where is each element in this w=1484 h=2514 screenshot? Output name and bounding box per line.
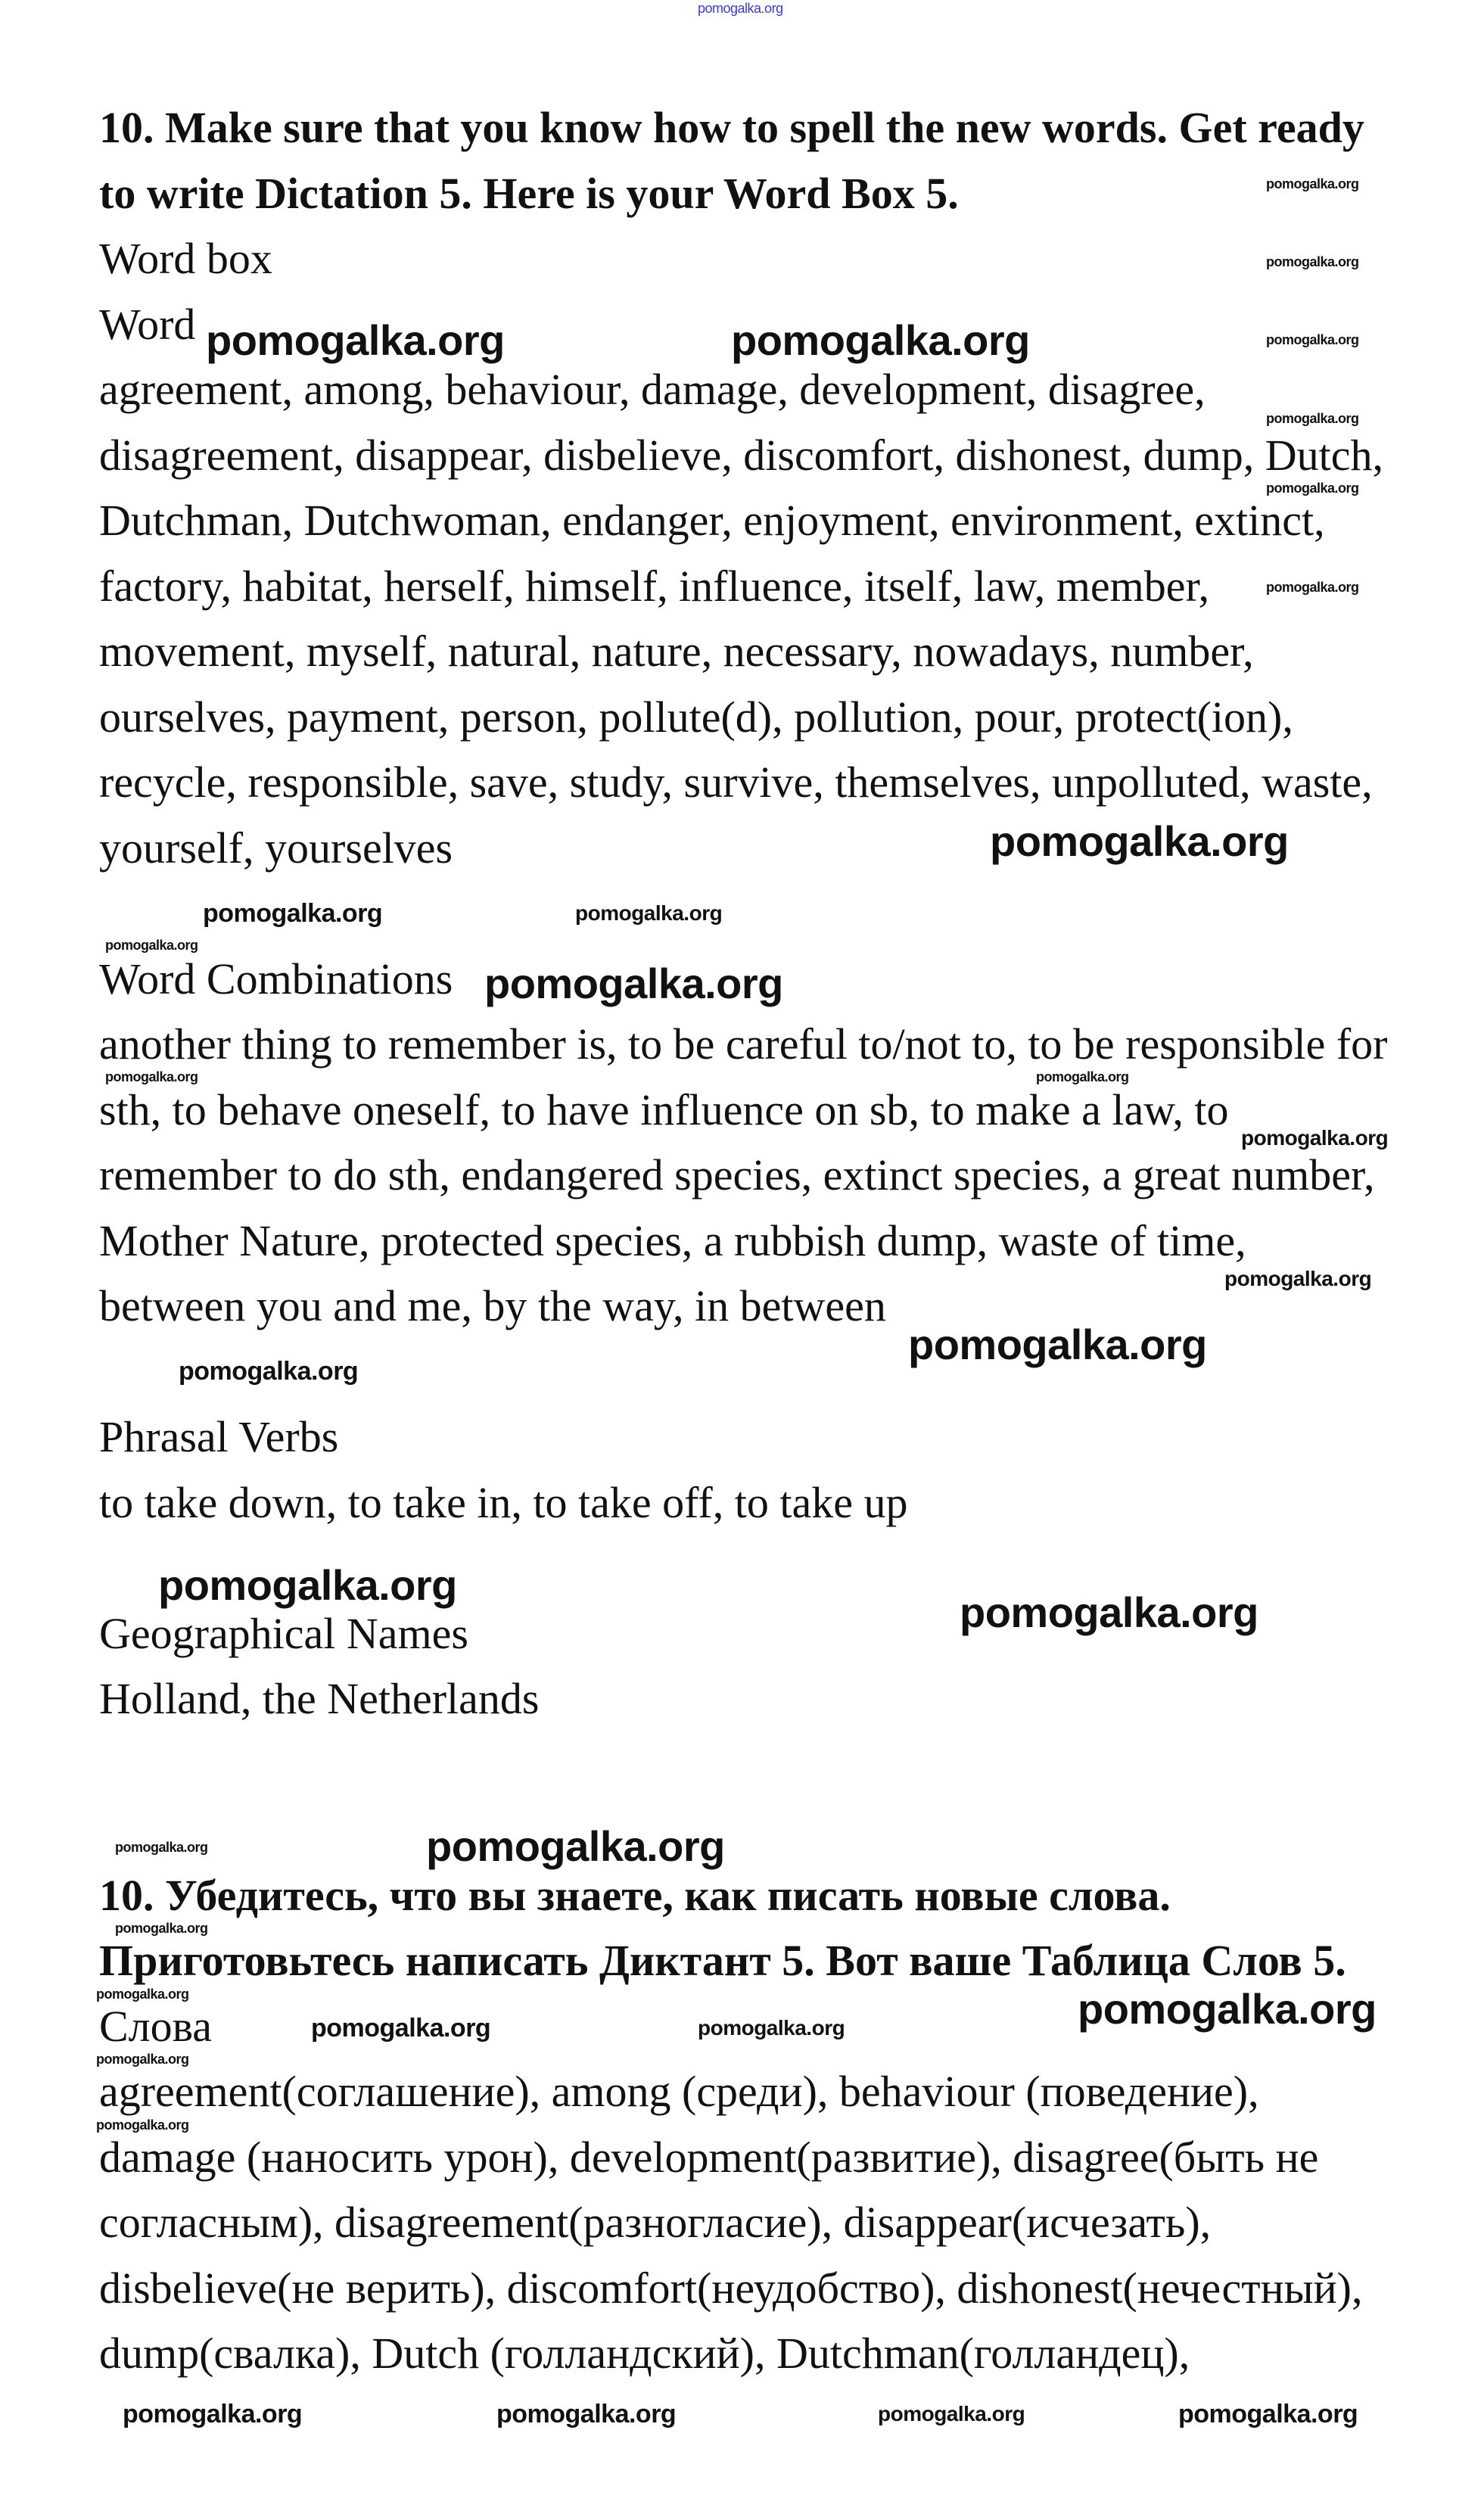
phrasal-verbs-line: to take down, to take in, to take off, to take up	[99, 1477, 908, 1527]
exercise-heading-ru: Приготовьтесь написать Диктант 5. Вот ваше Таблица Слов 5.	[99, 1936, 1346, 1985]
section-label: Geographical Names	[99, 1608, 468, 1658]
watermark: pomogalka.org	[1178, 2400, 1358, 2428]
word-list-line-ru: dump(свалка), Dutch (голландский), Dutchman(голландец),	[99, 2329, 1190, 2378]
watermark: pomogalka.org	[990, 817, 1289, 865]
watermark: pomogalka.org	[1078, 1985, 1377, 2033]
exercise-heading-ru: 10. Убедитесь, что вы знаете, как писать новые слова.	[99, 1870, 1171, 1920]
combinations-line: sth, to behave oneself, to have influence on sb, to make a law, to	[99, 1084, 1229, 1134]
watermark: pomogalka.org	[1224, 1267, 1372, 1290]
watermark: pomogalka.org	[158, 1561, 457, 1609]
watermark: pomogalka.org	[96, 2117, 189, 2133]
section-label: Word Combinations	[99, 954, 453, 1003]
watermark: pomogalka.org	[96, 1987, 189, 2002]
word-list-line: Dutchman, Dutchwoman, endanger, enjoyment, environment, extinct,	[99, 496, 1325, 545]
section-label: Word box	[99, 234, 272, 283]
watermark: pomogalka.org	[698, 2016, 845, 2040]
section-label-ru: Слова	[99, 2001, 212, 2051]
watermark: pomogalka.org	[426, 1822, 725, 1870]
watermark: pomogalka.org	[123, 2400, 303, 2428]
word-list-line: ourselves, payment, person, pollute(d), pollution, pour, protect(ion),	[99, 692, 1293, 742]
exercise-heading: 10. Make sure that you know how to spell the new words. Get ready	[99, 103, 1364, 152]
watermark: pomogalka.org	[908, 1321, 1207, 1368]
exercise-heading: to write Dictation 5. Here is your Word Box 5.	[99, 168, 959, 218]
word-list-line: recycle, responsible, save, study, survive, themselves, unpolluted, waste,	[99, 758, 1373, 807]
word-list-line-ru: agreement(соглашение), among (среди), behaviour (поведение),	[99, 2067, 1259, 2116]
watermark: pomogalka.org	[1266, 580, 1359, 595]
watermark: pomogalka.org	[1241, 1126, 1389, 1150]
watermark: pomogalka.org	[105, 1069, 198, 1084]
watermark: pomogalka.org	[1036, 1069, 1129, 1084]
word-list-line: factory, habitat, herself, himself, influence, itself, law, member,	[99, 561, 1209, 611]
word-list-line-ru: disbelieve(не верить), discomfort(неудобство), dishonest(нечестный),	[99, 2263, 1363, 2313]
watermark: pomogalka.org	[203, 899, 383, 928]
watermark: pomogalka.org	[731, 316, 1030, 364]
combinations-line: Mother Nature, protected species, a rubbish dump, waste of time,	[99, 1215, 1246, 1265]
watermark: pomogalka.org	[206, 316, 505, 364]
combinations-line: between you and me, by the way, in between	[99, 1281, 886, 1330]
watermark: pomogalka.org	[496, 2400, 677, 2428]
watermark: pomogalka.org	[1266, 411, 1359, 426]
watermark: pomogalka.org	[105, 938, 198, 953]
geo-names-line: Holland, the Netherlands	[99, 1674, 540, 1723]
watermark: pomogalka.org	[311, 2014, 491, 2043]
word-list-line: agreement, among, behaviour, damage, development, disagree,	[99, 365, 1206, 414]
watermark: pomogalka.org	[1266, 481, 1359, 496]
watermark: pomogalka.org	[878, 2402, 1025, 2425]
watermark: pomogalka.org	[115, 1921, 208, 1936]
watermark: pomogalka.org	[575, 901, 723, 925]
watermark: pomogalka.org	[484, 960, 783, 1007]
word-list-line: disagreement, disappear, disbelieve, discomfort, dishonest, dump, Dutch,	[99, 430, 1384, 480]
combinations-line: another thing to remember is, to be careful to/not to, to be responsible for	[99, 1019, 1388, 1069]
section-label: Phrasal Verbs	[99, 1412, 339, 1461]
section-label: Word	[99, 299, 196, 349]
watermark: pomogalka.org	[698, 1, 783, 16]
word-list-line-ru: damage (наносить урон), development(развитие), disagree(быть не	[99, 2132, 1319, 2182]
combinations-line: remember to do sth, endangered species, extinct species, a great number,	[99, 1150, 1375, 1199]
watermark: pomogalka.org	[1266, 332, 1359, 347]
watermark: pomogalka.org	[1266, 254, 1359, 269]
watermark: pomogalka.org	[115, 1840, 208, 1855]
word-list-line: movement, myself, natural, nature, necessary, nowadays, number,	[99, 627, 1254, 676]
word-list-line-ru: согласным), disagreement(разногласие), disappear(исчезать),	[99, 2198, 1212, 2247]
watermark: pomogalka.org	[96, 2052, 189, 2067]
watermark: pomogalka.org	[960, 1588, 1258, 1636]
word-list-line: yourself, yourselves	[99, 823, 453, 873]
watermark: pomogalka.org	[1266, 176, 1359, 191]
watermark: pomogalka.org	[179, 1357, 359, 1386]
